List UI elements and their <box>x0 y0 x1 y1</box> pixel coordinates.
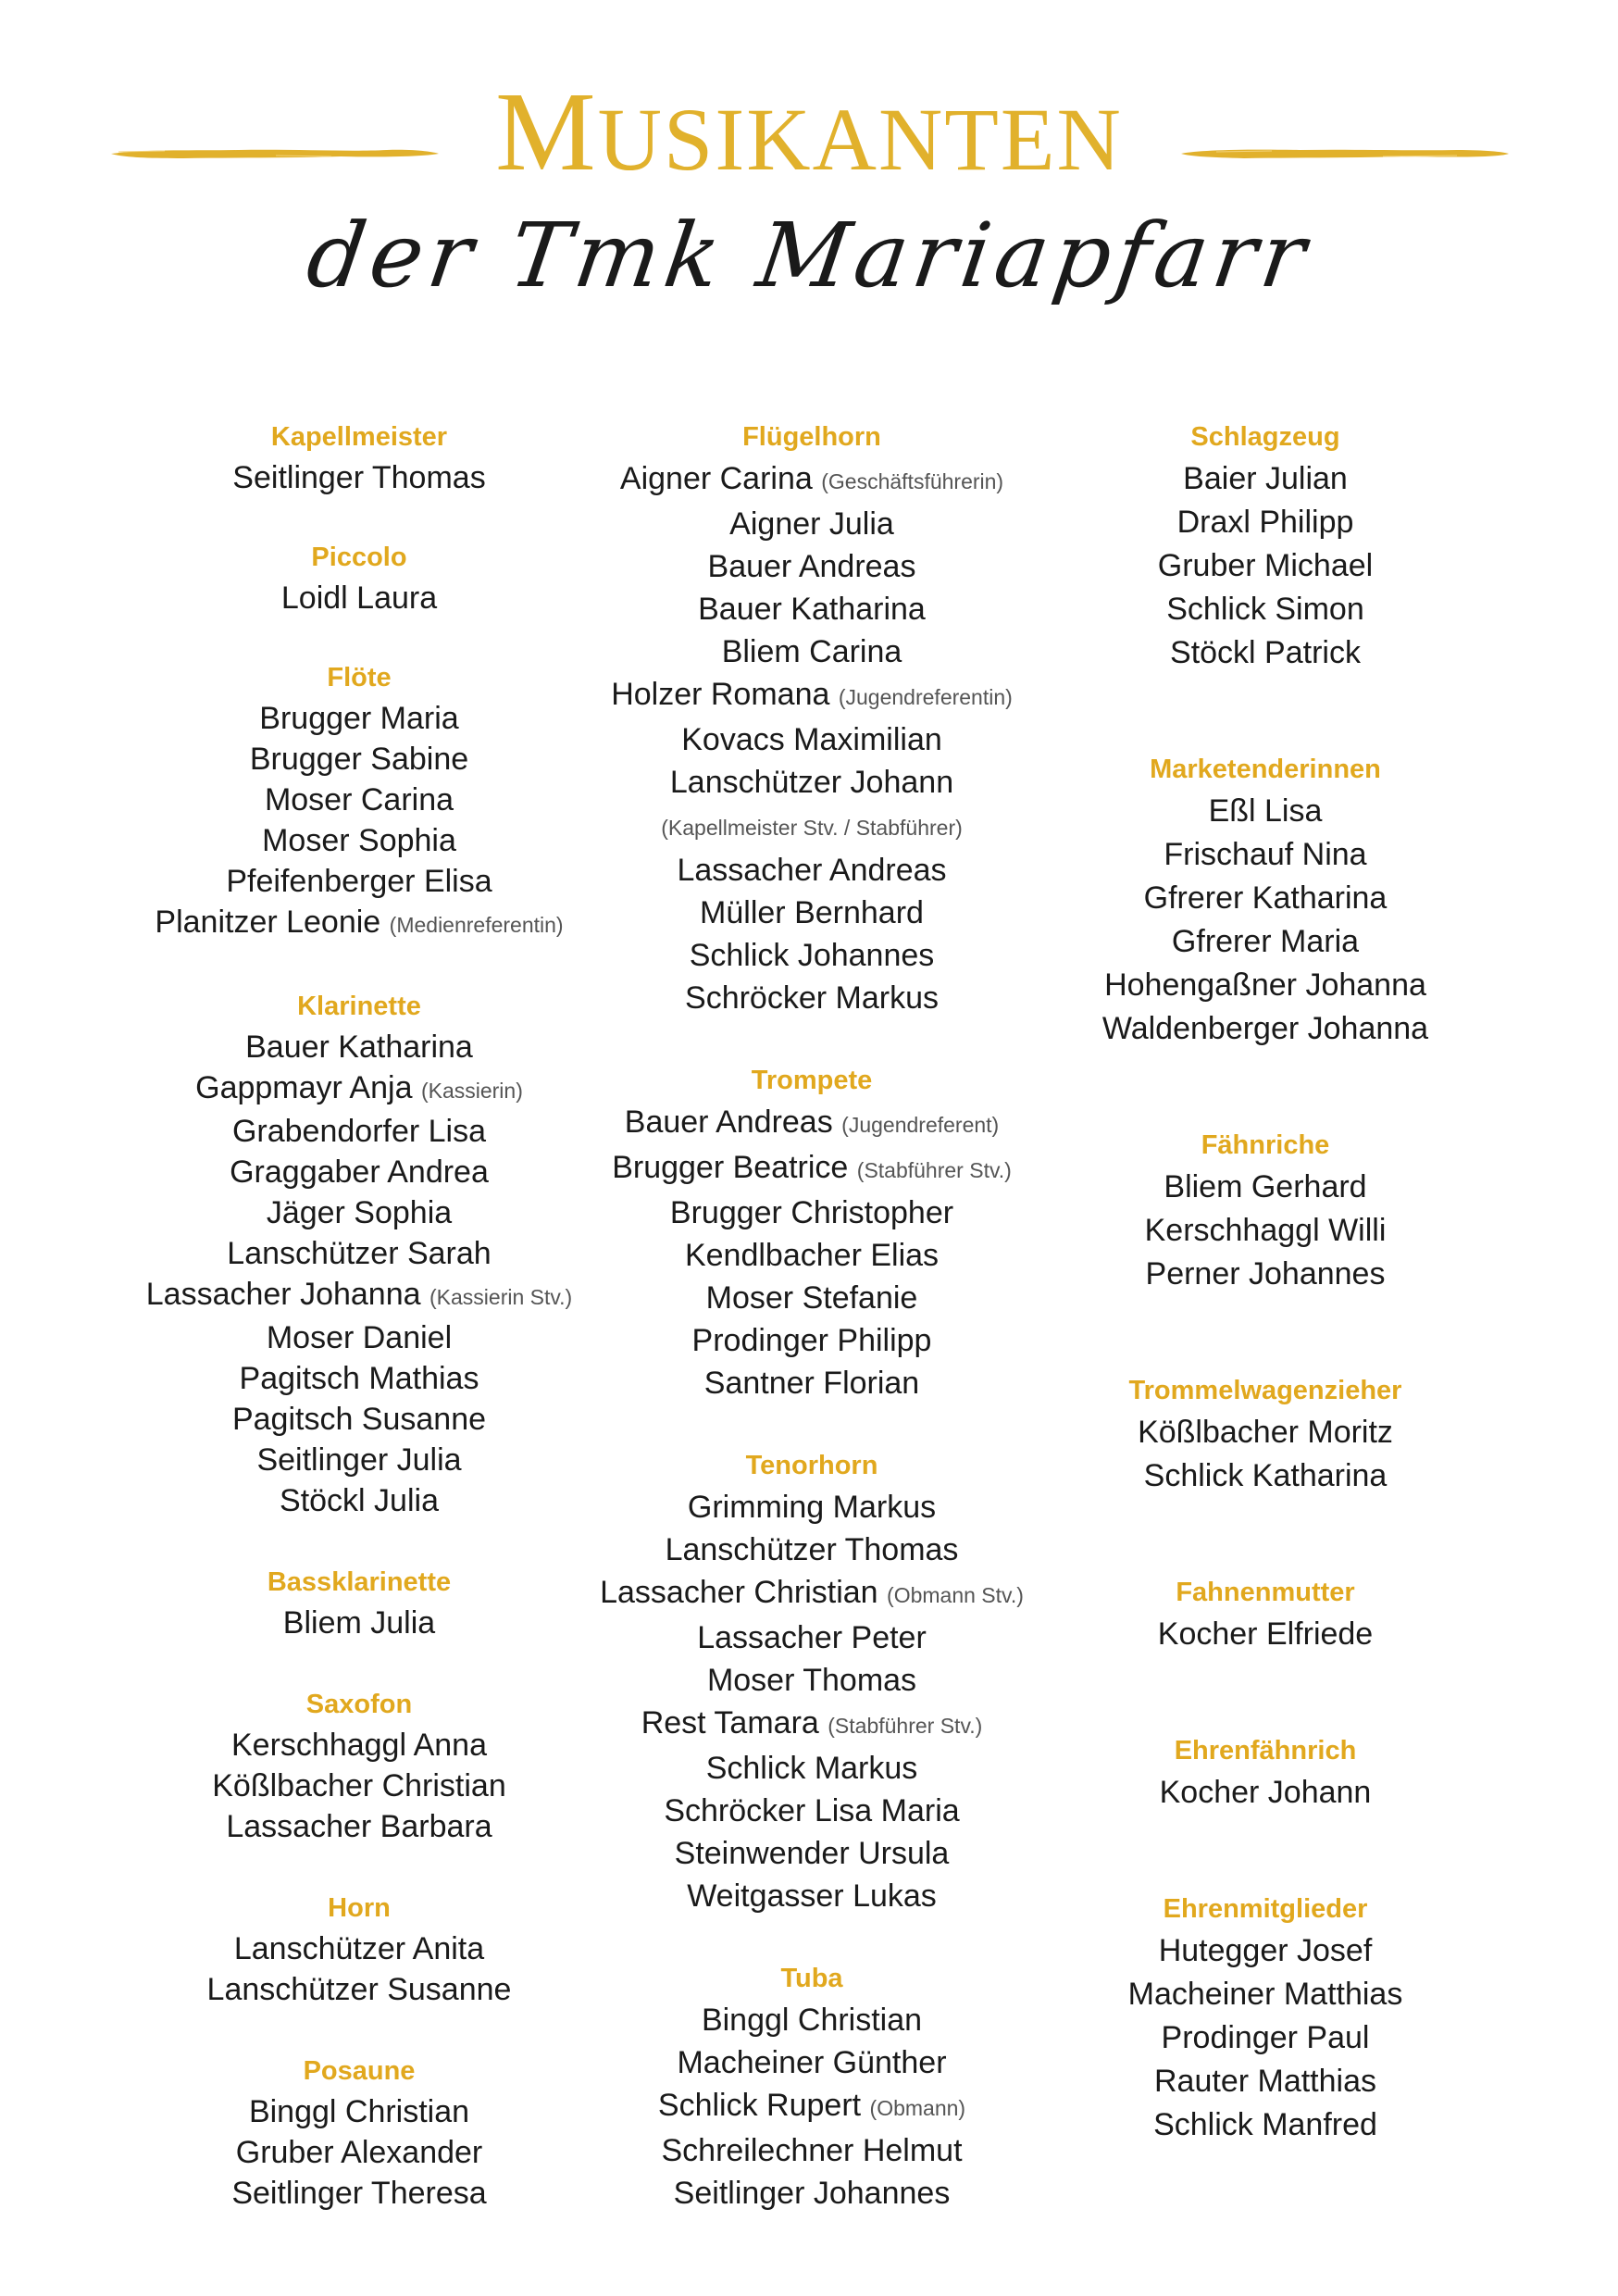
member-row <box>571 2084 1052 2129</box>
member-name: Perner Johannes <box>1145 1256 1386 1292</box>
member-name: Gruber Michael <box>1157 548 1374 583</box>
member-name: Binggl Christian <box>248 2094 470 2129</box>
member-row <box>1025 2016 1506 2060</box>
member-row <box>118 1480 600 1521</box>
member-row <box>118 2091 600 2132</box>
member-name: Lanschützer Sarah <box>227 1236 492 1271</box>
member-name: Schlick Johannes <box>689 938 935 973</box>
column-2 <box>571 417 1052 2215</box>
section-heading: Marketenderinnen <box>1150 755 1381 784</box>
section-heading: Bassklarinette <box>267 1567 452 1597</box>
section-tuba <box>571 1958 1052 2215</box>
member-row <box>118 1358 600 1399</box>
member-row <box>118 861 600 902</box>
member-row <box>571 718 1052 761</box>
section-heading: Tenorhorn <box>745 1451 878 1480</box>
member-name: Loidl Laura <box>280 580 438 616</box>
member-name: Kocher Elfriede <box>1157 1616 1374 1652</box>
member-row <box>571 804 1052 849</box>
member-row <box>118 1317 600 1358</box>
member-name: Moser Daniel <box>266 1320 453 1355</box>
section-ehrenmitglieder <box>1025 1889 1506 2147</box>
member-row <box>1025 2103 1506 2147</box>
member-name: Lanschützer Johann <box>669 765 954 800</box>
member-name: Binggl Christian <box>701 2003 923 2038</box>
section-klarinette <box>118 986 600 1521</box>
member-name: Pagitsch Susanne <box>231 1402 487 1437</box>
member-name: Moser Carina <box>264 782 454 817</box>
member-name: Rauter Matthias <box>1154 2064 1376 2099</box>
member-name: Müller Bernhard <box>700 895 924 930</box>
member-role-note: (Geschäftsführerin) <box>821 469 1004 493</box>
member-role-note: (Medienreferentin) <box>389 913 564 937</box>
member-role-note: (Stabführer Stv.) <box>828 1714 983 1738</box>
section-piccolo <box>118 537 600 618</box>
member-name: Stöckl Julia <box>280 1483 439 1518</box>
member-name: Seitlinger Theresa <box>231 2176 487 2211</box>
member-name: Lassacher Peter <box>697 1620 927 1655</box>
member-row <box>571 849 1052 892</box>
section-heading: Ehrenmitglieder <box>1163 1894 1368 1924</box>
member-row <box>1025 1209 1506 1253</box>
member-row <box>571 1486 1052 1529</box>
member-row <box>1025 1929 1506 1973</box>
section-heading: Klarinette <box>297 992 421 1021</box>
member-row <box>118 1027 600 1067</box>
member-row <box>571 1571 1052 1616</box>
member-name: Seitlinger Thomas <box>232 460 486 495</box>
member-row <box>571 2041 1052 2084</box>
member-row <box>118 1067 600 1111</box>
member-row <box>571 892 1052 934</box>
member-row <box>1025 920 1506 964</box>
section-fluegelhorn <box>571 417 1052 1019</box>
member-row <box>1025 833 1506 877</box>
member-row <box>571 934 1052 977</box>
member-name: Prodinger Philipp <box>691 1323 932 1358</box>
member-row <box>1025 544 1506 588</box>
member-row <box>571 588 1052 630</box>
page-title <box>0 69 1618 194</box>
section-horn <box>118 1888 600 2010</box>
member-name: Gfrerer Maria <box>1171 924 1360 959</box>
member-name: Jäger Sophia <box>266 1195 453 1230</box>
section-schlagzeug <box>1025 417 1506 675</box>
member-name: Schlick Simon <box>1166 592 1364 627</box>
member-name: Kerschhaggl Willi <box>1144 1213 1387 1248</box>
member-name: Pagitsch Mathias <box>239 1361 479 1396</box>
section-heading: Flügelhorn <box>742 422 881 452</box>
member-name: Moser Sophia <box>262 823 456 858</box>
member-row <box>118 578 600 618</box>
member-row <box>571 1362 1052 1404</box>
member-name: Moser Stefanie <box>705 1280 918 1316</box>
member-name: Grabendorfer Lisa <box>231 1114 487 1149</box>
member-row <box>571 1277 1052 1319</box>
member-role-note: (Jugendreferent) <box>841 1113 1000 1137</box>
member-name: Brugger Maria <box>259 701 459 736</box>
member-name: Lassacher Johanna <box>145 1277 421 1312</box>
member-name: Kovacs Maximilian <box>681 722 942 757</box>
member-row <box>571 1529 1052 1571</box>
member-row <box>118 902 600 945</box>
section-heading: Trommelwagenzieher <box>1128 1376 1402 1405</box>
section-floete <box>118 657 600 945</box>
member-name: Bauer Andreas <box>707 549 916 584</box>
member-row <box>571 1790 1052 1832</box>
member-row <box>1025 1166 1506 1209</box>
member-name: Santner Florian <box>703 1366 920 1401</box>
section-trommelwagenzieher <box>1025 1370 1506 1498</box>
page-subtitle: der Tmk Mariapfarr <box>301 204 1317 307</box>
member-name: Kocher Johann <box>1159 1775 1372 1810</box>
member-name: Schlick Rupert <box>657 2088 862 2123</box>
section-heading: Fähnriche <box>1201 1130 1330 1160</box>
member-name: Brugger Beatrice <box>612 1150 849 1185</box>
member-row <box>1025 877 1506 920</box>
member-row <box>118 739 600 780</box>
member-name: Schlick Manfred <box>1153 2107 1377 2142</box>
title-initial: M <box>495 69 598 194</box>
member-name: Weitgasser Lukas <box>687 1878 937 1914</box>
member-name: Planitzer Leonie <box>155 905 381 940</box>
member-row <box>571 1832 1052 1875</box>
member-row <box>1025 457 1506 501</box>
member-name: Lanschützer Thomas <box>665 1532 959 1567</box>
section-ehrenfaehnrich <box>1025 1730 1506 1815</box>
member-name: Grimming Markus <box>687 1490 937 1525</box>
member-name: Baier Julian <box>1183 461 1348 496</box>
member-row <box>118 698 600 739</box>
section-trompete <box>571 1060 1052 1404</box>
member-row <box>118 1192 600 1233</box>
member-name: Draxl Philipp <box>1176 505 1354 540</box>
member-row <box>118 780 600 820</box>
member-row <box>1025 790 1506 833</box>
section-heading: Flöte <box>327 663 392 693</box>
member-name: Waldenberger Johanna <box>1101 1011 1429 1046</box>
member-role-note: (Kassierin Stv.) <box>429 1285 573 1309</box>
member-name: Seitlinger Julia <box>256 1442 462 1478</box>
section-heading: Piccolo <box>311 543 407 572</box>
member-row <box>571 1146 1052 1192</box>
member-name: Bauer Andreas <box>624 1104 833 1140</box>
member-row <box>571 1747 1052 1790</box>
member-row <box>571 503 1052 545</box>
section-heading: Posaune <box>303 2056 416 2086</box>
member-row <box>571 1702 1052 1747</box>
member-name: Macheiner Matthias <box>1127 1977 1403 2012</box>
member-name: Aigner Carina <box>619 461 813 496</box>
member-name: Kößlbacher Moritz <box>1138 1415 1393 1450</box>
member-row <box>571 2172 1052 2215</box>
member-name: Holzer Romana <box>611 677 830 712</box>
member-name: Brugger Christopher <box>669 1195 954 1230</box>
section-saxofon <box>118 1684 600 1847</box>
member-name: Lassacher Andreas <box>677 853 947 888</box>
section-heading: Schlagzeug <box>1190 422 1340 452</box>
member-name: Prodinger Paul <box>1161 2020 1370 2055</box>
member-name: Kendlbacher Elias <box>684 1238 940 1273</box>
member-name: Macheiner Günther <box>677 2045 947 2080</box>
section-heading: Kapellmeister <box>270 422 448 452</box>
member-name: Hohengaßner Johanna <box>1104 967 1426 1003</box>
member-name: Schlick Markus <box>705 1751 918 1786</box>
member-row <box>571 1999 1052 2041</box>
column-3 <box>1025 417 1506 2147</box>
member-row <box>1025 1253 1506 1296</box>
member-name: Bauer Katharina <box>245 1029 473 1065</box>
member-name: Bliem Julia <box>282 1605 436 1641</box>
member-name: Schlick Katharina <box>1143 1458 1388 1493</box>
member-row <box>118 1766 600 1806</box>
member-role-note: (Obmann Stv.) <box>887 1583 1024 1607</box>
member-row <box>571 673 1052 718</box>
member-row <box>571 457 1052 503</box>
member-row <box>571 1875 1052 1917</box>
member-name: Lassacher Christian <box>600 1575 878 1610</box>
section-kapellmeister <box>118 417 600 498</box>
section-heading: Trompete <box>751 1066 873 1095</box>
member-name: Graggaber Andrea <box>230 1154 489 1190</box>
member-row <box>571 1659 1052 1702</box>
member-row <box>118 2132 600 2173</box>
member-role-note: (Stabführer Stv.) <box>856 1158 1012 1182</box>
member-row <box>1025 2060 1506 2103</box>
member-row <box>118 457 600 498</box>
member-row <box>118 1233 600 1274</box>
member-row <box>1025 1454 1506 1498</box>
member-row <box>118 1111 600 1152</box>
member-name: Brugger Sabine <box>249 742 469 777</box>
section-heading: Horn <box>328 1893 391 1923</box>
member-row <box>118 2173 600 2214</box>
member-name: Moser Thomas <box>706 1663 917 1698</box>
member-name: Bliem Carina <box>721 634 902 669</box>
member-row <box>571 1101 1052 1146</box>
member-row <box>118 820 600 861</box>
section-heading: Saxofon <box>305 1690 413 1719</box>
section-fahnenmutter <box>1025 1572 1506 1656</box>
member-row <box>118 1152 600 1192</box>
member-row <box>118 1399 600 1440</box>
member-name: Stöckl Patrick <box>1170 635 1361 670</box>
section-bassklarinette <box>118 1562 600 1643</box>
member-row <box>571 2129 1052 2172</box>
member-row <box>1025 1771 1506 1815</box>
section-posaune <box>118 2051 600 2214</box>
member-name: Schröcker Lisa Maria <box>664 1793 960 1828</box>
member-name: Frischauf Nina <box>1164 837 1367 872</box>
member-row <box>1025 1613 1506 1656</box>
member-row <box>118 1274 600 1317</box>
member-name: Lanschützer Anita <box>233 1931 485 1966</box>
title-rest: USIKANTEN <box>597 90 1123 189</box>
member-name: Gruber Alexander <box>235 2135 483 2170</box>
member-row <box>571 1192 1052 1234</box>
member-name: Kößlbacher Christian <box>212 1768 506 1803</box>
member-name: Eßl Lisa <box>1208 793 1323 829</box>
member-name: Kerschhaggl Anna <box>231 1728 487 1763</box>
member-name: Schreilechner Helmut <box>661 2133 963 2168</box>
member-row <box>571 1234 1052 1277</box>
member-role-note: (Jugendreferentin) <box>838 685 1013 709</box>
member-row <box>571 545 1052 588</box>
member-row <box>118 1725 600 1766</box>
member-row <box>1025 1007 1506 1051</box>
member-role-note: (Kapellmeister Stv. / Stabführer) <box>661 816 963 840</box>
section-heading: Ehrenfähnrich <box>1174 1736 1357 1766</box>
member-row <box>118 1806 600 1847</box>
member-name: Gfrerer Katharina <box>1143 880 1388 916</box>
member-row <box>1025 501 1506 544</box>
member-name: Bliem Gerhard <box>1164 1169 1367 1204</box>
member-row <box>571 630 1052 673</box>
member-row <box>571 1616 1052 1659</box>
member-name: Gappmayr Anja <box>195 1070 413 1105</box>
member-name: Hutegger Josef <box>1158 1933 1373 1968</box>
section-tenorhorn <box>571 1445 1052 1917</box>
section-heading: Tuba <box>780 1964 843 1993</box>
member-role-note: (Obmann) <box>869 2096 966 2120</box>
member-row <box>118 1969 600 2010</box>
member-name: Steinwender Ursula <box>674 1836 950 1871</box>
member-name: Schröcker Markus <box>685 980 939 1016</box>
member-name: Pfeifenberger Elisa <box>226 864 492 899</box>
member-name: Bauer Katharina <box>698 592 926 627</box>
section-heading: Fahnenmutter <box>1176 1578 1355 1607</box>
section-marketenderinnen <box>1025 749 1506 1051</box>
member-row <box>1025 631 1506 675</box>
member-row <box>118 1928 600 1969</box>
member-row <box>118 1440 600 1480</box>
member-row <box>571 977 1052 1019</box>
member-name: Lassacher Barbara <box>226 1809 492 1844</box>
column-1 <box>118 417 600 2214</box>
member-row <box>1025 1411 1506 1454</box>
member-row <box>1025 964 1506 1007</box>
member-row <box>1025 1973 1506 2016</box>
member-name: Rest Tamara <box>641 1705 819 1741</box>
section-faehnriche <box>1025 1125 1506 1296</box>
member-row <box>1025 588 1506 631</box>
member-name: Aigner Julia <box>729 506 894 542</box>
member-row <box>118 1603 600 1643</box>
member-role-note: (Kassierin) <box>420 1079 523 1103</box>
member-row <box>571 1319 1052 1362</box>
member-row <box>571 761 1052 804</box>
member-name: Seitlinger Johannes <box>673 2176 951 2211</box>
member-name: Lanschützer Susanne <box>206 1972 512 2007</box>
